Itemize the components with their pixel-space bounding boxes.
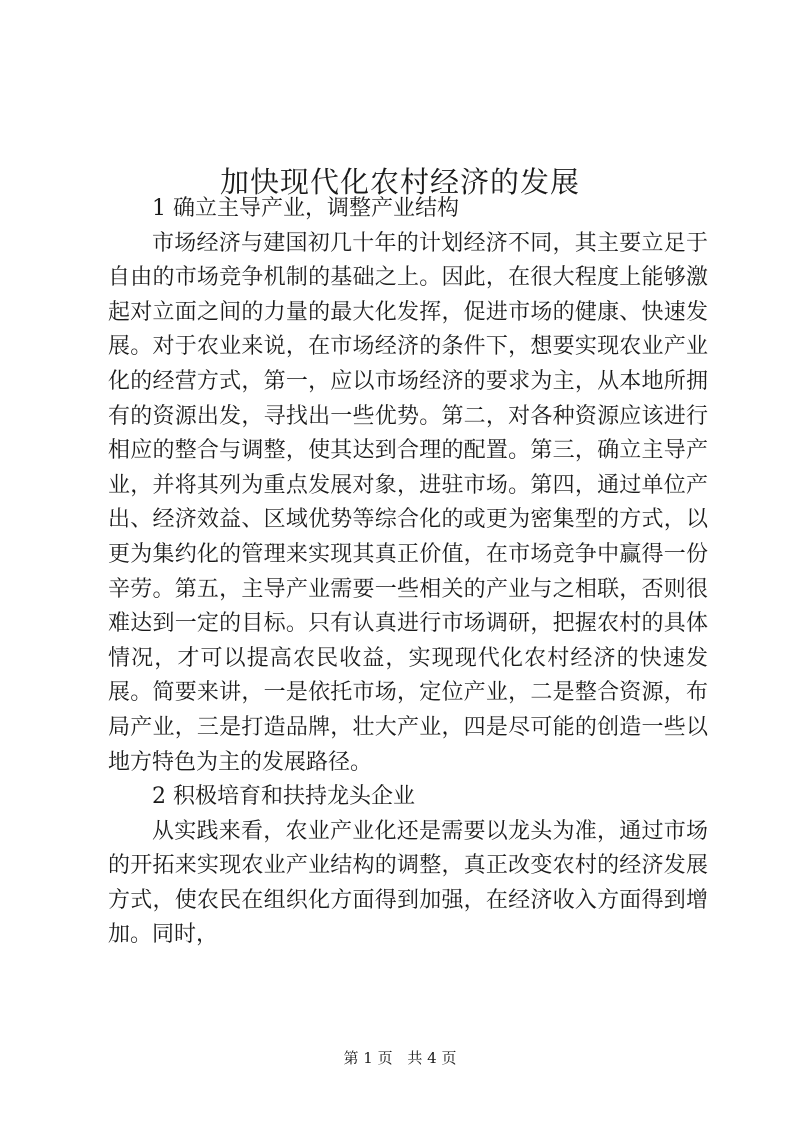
paragraph-1: 市场经济与建国初几十年的计划经济不同，其主要立足于自由的市场竞争机制的基础之上。因此，在很大程度上能够激起对立面之间的力量的最大化发挥，促进市场的健康、快速发展。对于农业来说，在市场经济的条件下，想要实现农业产业化的经营方式，第一，应以市场经济的要求为主，从本地所拥有的资源出发，寻找出一些优势。第二，对各种资源应该进行相应的整合与调整，使其达到合理的配置。第三，确立主导产业，并将其列为重点发展对象，进驻市场。第四，通过单位产出、经济效益、区域优势等综合化的或更为密集型的方式，以更为集约化的管理来实现其真正价值，在市场竞争中赢得一份辛劳。第五，主导产业需要一些相关的产业与之相联，否则很难达到一定的目标。只有认真进行市场调研，把握农村的具体情况，才可以提高农民收益，实现现代化农村经济的快速发展。简要来讲，一是依托市场，定位产业，二是整合资源，布局产业，三是打造品牌，壮大产业，四是尽可能的创造一些以地方特色为主的发展路径。 [108, 230, 708, 775]
page-footer [0, 1048, 800, 1068]
document-body [108, 192, 708, 953]
document-title: 加快现代化农村经济的发展 [219, 165, 580, 200]
page-number: 第 1 页 [343, 1049, 393, 1067]
paragraph-2: 从实践来看，农业产业化还是需要以龙头为准，通过市场的开拓来实现农业产业结构的调整，真正改变农村的经济发展方式，使农民在组织化方面得到加强，在经济收入方面得到增加。同时， [108, 818, 708, 948]
section-heading-1: 1 确立主导产业，调整产业结构 [152, 196, 459, 221]
page-total: 共 4 页 [407, 1049, 457, 1067]
section-heading-2: 2 积极培育和扶持龙头企业 [152, 784, 415, 810]
